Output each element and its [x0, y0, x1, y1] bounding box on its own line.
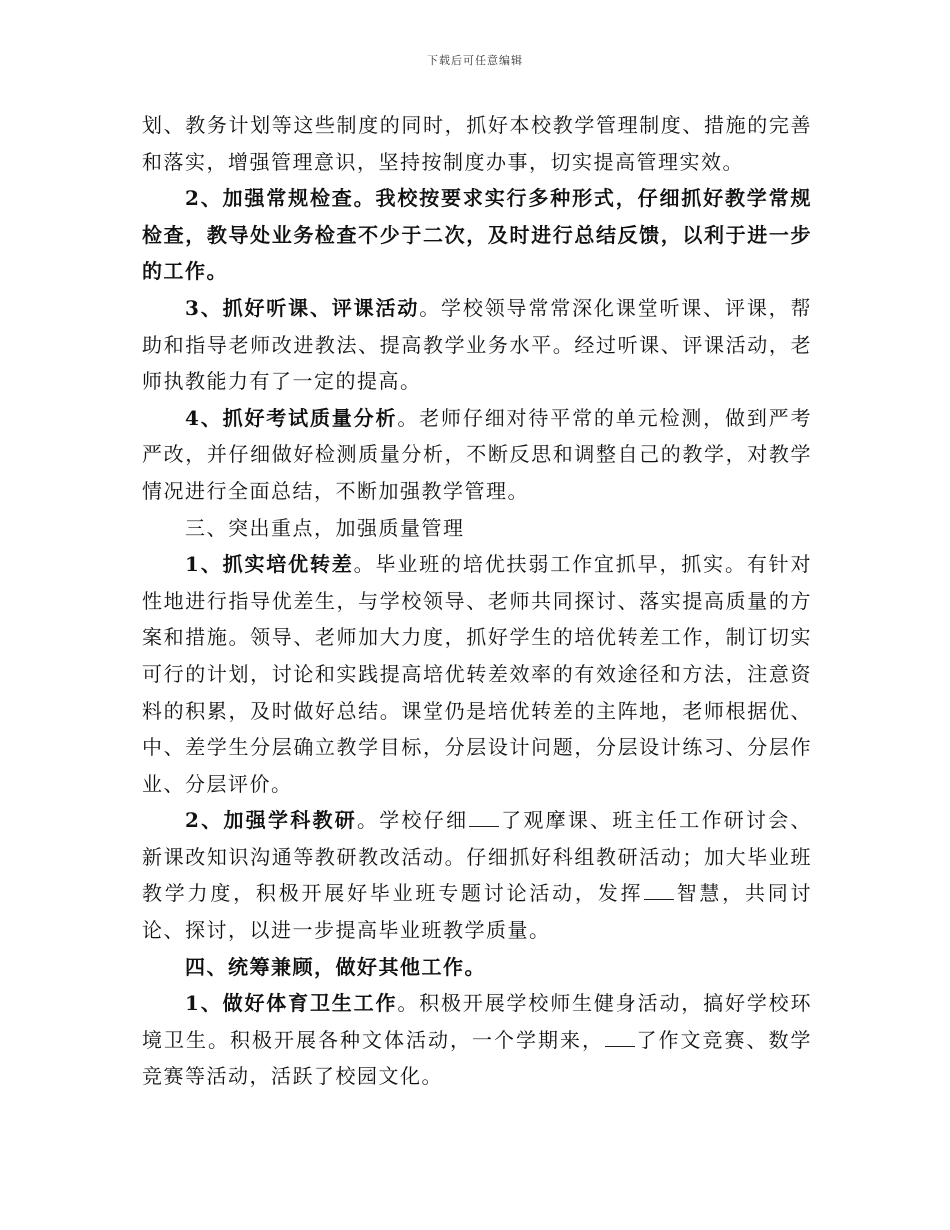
page-header: 下载后可任意编辑: [427, 54, 523, 67]
paragraph-heading: 2、加强学科教研: [185, 808, 358, 833]
section-heading-three: [142, 510, 812, 547]
paragraph-text: 智慧，共同讨论、探讨，以进一步提高毕业班教学质量。: [142, 881, 813, 943]
section-title: 三、突出重点，加强质量管理: [185, 515, 465, 540]
paragraph-heading: 1、做好体育卫生工作: [185, 991, 398, 1016]
paragraph-text: 。学校领导常常深化课堂听课、评课，帮助和指导老师改进教法、提高教学业务水平。经过听课、评课活动，老师执教能力有了一定的提高。: [142, 295, 813, 394]
paragraph-text: 划、教务计划等这些制度的同时，抓好本校教学管理制度、措施的完善和落实，增强管理意识，坚持按制度办事，切实提高管理实效。: [142, 113, 812, 174]
blank-underline: [605, 1028, 635, 1047]
paragraph-heading: 1、抓实培优转差: [185, 552, 354, 577]
paragraph-tutoring: [142, 546, 812, 802]
section-title: 四、统筹兼顾，做好其他工作。: [185, 954, 486, 979]
blank-underline: [644, 881, 674, 900]
paragraph-exam-analysis: [142, 400, 812, 510]
paragraph-text: 了观摩课、班主任工作研讨会、新课改知识沟通等教研教改活动。仔细抓好科组教研活动；加大毕业班教学力度，积极开展好毕业班专题讨论活动，发挥: [142, 808, 812, 906]
paragraph-text: 。学校仔细: [357, 808, 469, 833]
document-body: [142, 107, 812, 1095]
paragraph-continuation: [142, 107, 812, 180]
paragraph-regular-inspection: [142, 180, 812, 290]
paragraph-text: 2、加强常规检查。我校按要求实行多种形式，仔细抓好教学常规检查，教导处业务检查不少于二次，及时进行总结反馈，以利于进一步的工作。: [142, 186, 812, 284]
paragraph-lesson-evaluation: [142, 290, 812, 400]
paragraph-sports-health: [142, 985, 812, 1095]
section-heading-four: [142, 949, 812, 986]
paragraph-text: 。积极开展学校师生健身活动，搞好学校环境卫生。积极开展各种文体活动，一个学期来，: [142, 991, 813, 1052]
paragraph-heading: 4、抓好考试质量分析: [185, 405, 398, 430]
paragraph-text: 。老师仔细对待平常的单元检测，做到严考严改，并仔细做好检测质量分析，不断反思和调整自己的教学，对教学情况进行全面总结，不断加强教学管理。: [142, 405, 813, 503]
paragraph-text: 了作文竞赛、数学竞赛等活动，活跃了校园文化。: [142, 1027, 812, 1089]
paragraph-subject-research: [142, 802, 812, 948]
paragraph-heading: 3、抓好听课、评课活动: [185, 295, 420, 320]
blank-underline: [469, 808, 499, 827]
paragraph-text: 。毕业班的培优扶弱工作宜抓早，抓实。有针对性地进行指导优差生，与学校领导、老师共同探讨、落实提高质量的方案和措施。领导、老师加大力度，抓好学生的培优转差工作，制订切实可行的计划，讨论和实践提高培优转差效率的有效途径和方法，注意资料的积累，及时做好总结。课堂仍是培优转差的主阵地，老师根据优、中、差学生分层确立教学目标，分层设计问题，分层设计练习、分层作业、分层评价。: [142, 552, 812, 796]
